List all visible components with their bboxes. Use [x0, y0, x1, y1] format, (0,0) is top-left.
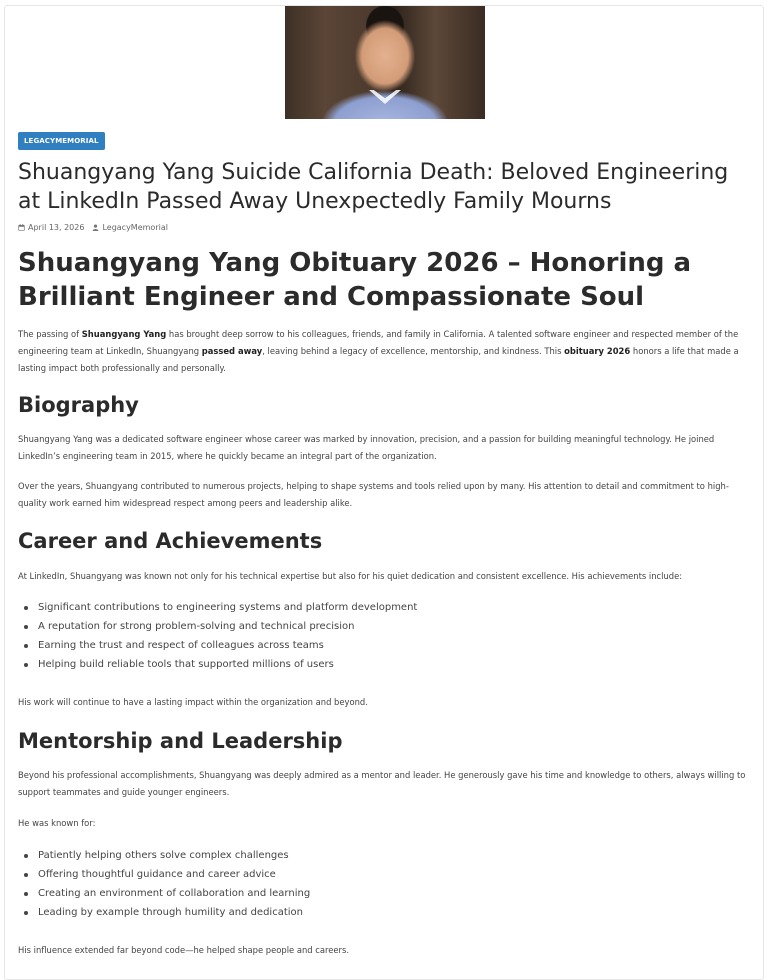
- list-item: Creating an environment of collaboration and learning: [22, 884, 310, 903]
- featured-image: [285, 6, 485, 119]
- biography-paragraph-2: Over the years, Shuangyang contributed to numerous projects, helping to shape systems and tools relied upon by many. His attention to detail and commitment to high-quality work earned him widespread respect among peers and leadership alike.: [18, 481, 729, 508]
- post-author[interactable]: LegacyMemorial: [102, 223, 168, 232]
- mentorship-outro: His influence extended far beyond code—he helped shape people and careers.: [18, 945, 350, 955]
- list-item: Offering thoughtful guidance and career advice: [22, 865, 310, 884]
- list-item: Leading by example through humility and dedication: [22, 903, 310, 922]
- article-card: [4, 5, 764, 980]
- biography-heading: Biography: [18, 393, 139, 417]
- obituary-bold: obituary 2026: [564, 346, 631, 356]
- post-title[interactable]: Shuangyang Yang Suicide California Death: Beloved Engineering at LinkedIn Passed Away Unexpectedly Family Mourns: [18, 160, 729, 214]
- calendar-icon: [18, 224, 25, 231]
- name-bold: Shuangyang Yang: [81, 329, 167, 339]
- mentorship-heading: Mentorship and Leadership: [18, 729, 343, 753]
- list-item: Earning the trust and respect of colleagues across teams: [22, 636, 417, 655]
- user-icon: [92, 224, 99, 231]
- list-item: Helping build reliable tools that supported millions of users: [22, 655, 417, 674]
- list-item: A reputation for strong problem-solving and technical precision: [22, 617, 417, 636]
- mentorship-paragraph: Beyond his professional accomplishments, Shuangyang was deeply admired as a mentor and leader. He generously gave his time and knowledge to others, always willing to support teammates and guide younger engineers.: [18, 770, 746, 797]
- career-heading: Career and Achievements: [18, 529, 323, 553]
- category-badge[interactable]: LEGACYMEMORIAL: [18, 132, 105, 150]
- mentorship-list: [22, 846, 310, 922]
- list-item: Patiently helping others solve complex challenges: [22, 846, 310, 865]
- post-meta: [18, 223, 168, 232]
- list-item: Significant contributions to engineering systems and platform development: [22, 598, 417, 617]
- career-outro: His work will continue to have a lasting impact within the organization and beyond.: [18, 697, 368, 707]
- career-achievements-list: [22, 598, 417, 674]
- known-for-label: He was known for:: [18, 818, 96, 828]
- photo-detail: [369, 90, 401, 104]
- post-date[interactable]: April 13, 2026: [28, 223, 85, 232]
- career-intro: At LinkedIn, Shuangyang was known not only for his technical expertise but also for his quiet dedication and consistent excellence. His achievements include:: [18, 571, 683, 581]
- passed-away-bold: passed away: [201, 346, 263, 356]
- biography-paragraph-1: Shuangyang Yang was a dedicated software engineer whose career was marked by innovation, precision, and a passion for building meaningful technology. He joined LinkedIn’s engineering team in 2015, where he quickly became an integral part of the organization.: [18, 434, 715, 461]
- article-heading: Shuangyang Yang Obituary 2026 – Honoring a Brilliant Engineer and Compassionate Soul: [18, 248, 692, 312]
- intro-paragraph: The passing of Shuangyang Yang has brought deep sorrow to his colleagues, friends, and family in California. A talented software engineer and respected member of the engineering team at LinkedIn, Shuangyang passed away, leaving behind a legacy of excellence, mentorship, and kindness. This obituary 2026 honors a life that made a lasting impact both professionally and personally.: [18, 329, 739, 373]
